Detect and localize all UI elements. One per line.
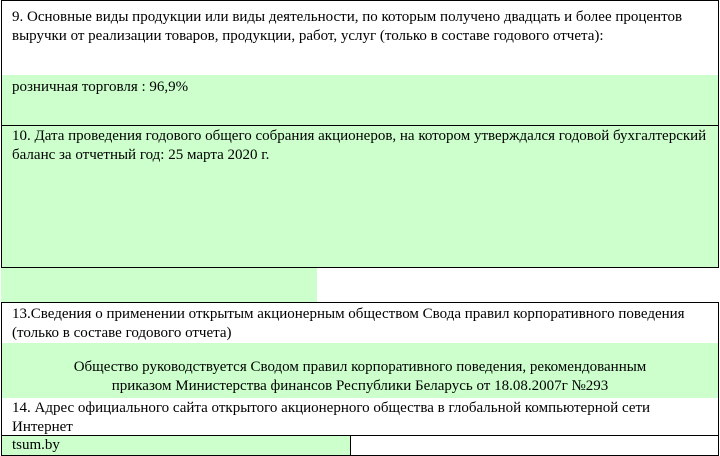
website-url: tsum.by	[12, 437, 60, 453]
section-13-header	[1, 302, 719, 344]
section-14-value-cell	[1, 435, 351, 456]
section-14-header	[1, 398, 719, 436]
section-13-title: 13.Сведения о применении открытым акционерным обществом Свода правил корпоративного поведения (только в составе годового отчета)	[12, 306, 685, 341]
section-14-empty-cell	[350, 435, 719, 456]
section-9-value-cell	[1, 75, 719, 126]
section-10-text: 10. Дата проведения годового общего собрания акционеров, на котором утверждался годовой бухгалтерский баланс за отчетный год: 25 марта 2020 г.	[12, 128, 707, 163]
section-9-value: розничная торговля : 96,9%	[12, 79, 189, 95]
section-9-header	[1, 0, 719, 76]
section-13-value-line-1: Общество руководствуется Сводом правил корпоративного поведения, рекомендованным	[73, 359, 647, 375]
section-10-cell	[1, 125, 719, 268]
section-13-value-cell	[1, 343, 719, 399]
partial-fill-strip	[1, 268, 317, 302]
section-13-value-line-2: приказом Министерства финансов Республики Беларусь от 18.08.2007г №293	[111, 378, 609, 394]
section-14-title: 14. Адрес официального сайта открытого акционерного общества в глобальной компьютерной сети Интернет	[12, 400, 651, 435]
section-9-title: 9. Основные виды продукции или виды деятельности, по которым получено двадцать и более процентов выручки от реализации товаров, продукции, работ, услуг (только в составе годового отчета):	[12, 9, 683, 44]
